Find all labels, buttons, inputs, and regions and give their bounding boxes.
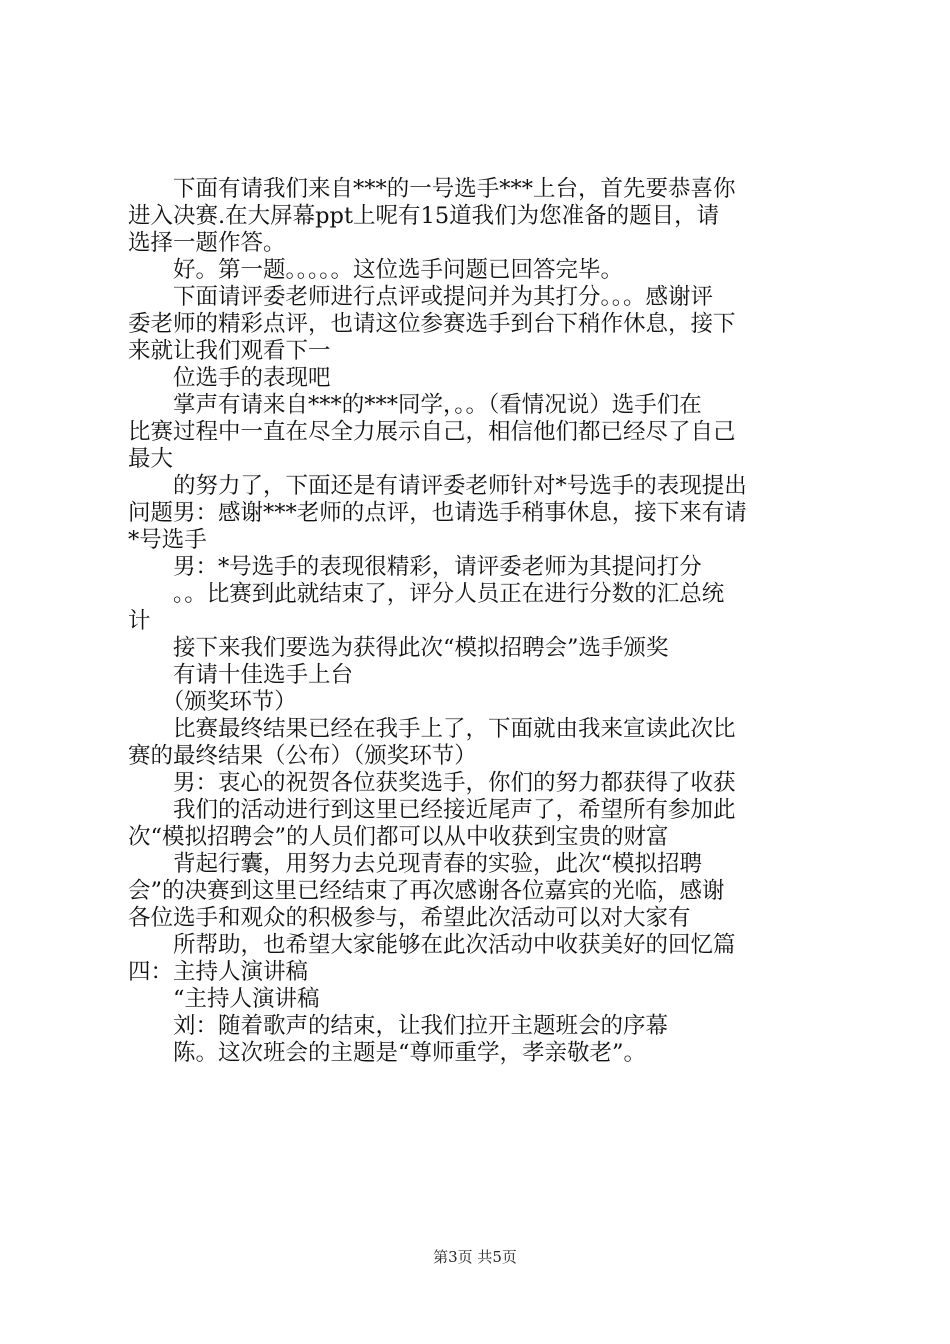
text-line: 陈。这次班会的主题是“尊师重学，孝亲敬老”。 <box>128 1040 647 1066</box>
text-line: 比赛过程中一直在尽全力展示自己，相信他们都已经尽了自己 <box>128 419 736 445</box>
text-line: 下面请评委老师进行点评或提问并为其打分。。。感谢评 <box>128 284 714 310</box>
text-line: 男：衷心的祝贺各位获奖选手，你们的努力都获得了收获 <box>128 770 736 796</box>
text-line: 接下来我们要选为获得此次“模拟招聘会”选手颁奖 <box>128 635 669 661</box>
text-line: “主持人演讲稿 <box>128 986 320 1012</box>
text-line: 次“模拟招聘会”的人员们都可以从中收获到宝贵的财富 <box>128 824 669 850</box>
text-line: 下面有请我们来自***的一号选手***上台，首先要恭喜你 <box>128 176 736 202</box>
page-number-footer: 第3页 共5页 <box>433 1248 517 1266</box>
text-line: 有请十佳选手上台 <box>128 662 354 688</box>
text-line: 计 <box>128 608 151 634</box>
text-line: *号选手 <box>128 527 207 553</box>
text-line: 各位选手和观众的积极参与，希望此次活动可以对大家有 <box>128 905 691 931</box>
text-line: 会”的决赛到这里已经结束了再次感谢各位嘉宾的光临，感谢 <box>128 878 725 904</box>
text-line: 最大 <box>128 446 174 472</box>
text-line: 所帮助，也希望大家能够在此次活动中收获美好的回忆篇 <box>128 932 736 958</box>
text-line: 委老师的精彩点评，也请这位参赛选手到台下稍作休息，接下 <box>128 311 736 337</box>
text-line: 男：*号选手的表现很精彩，请评委老师为其提问打分 <box>128 554 702 580</box>
text-line: 刘：随着歌声的结束，让我们拉开主题班会的序幕 <box>128 1013 669 1039</box>
text-line: 进入决赛.在大屏幕ppt上呢有15道我们为您准备的题目，请 <box>128 203 720 229</box>
text-line: 问题男：感谢***老师的点评，也请选手稍事休息，接下来有请 <box>128 500 747 526</box>
text-line: 背起行囊，用努力去兑现青春的实验，此次“模拟招聘 <box>128 851 703 877</box>
text-line: 掌声有请来自***的***同学，。。（看情况说）选手们在 <box>128 392 702 418</box>
text-line: 赛的最终结果（公布）（颁奖环节） <box>128 743 477 769</box>
text-line: 好。第一题。。。。。这位选手问题已回答完毕。 <box>128 257 624 283</box>
body-text <box>128 176 833 1067</box>
text-line: 选择一题作答。 <box>128 230 286 256</box>
text-line: 的努力了，下面还是有请评委老师针对*号选手的表现提出 <box>128 473 747 499</box>
text-line: （颁奖环节） <box>128 689 297 715</box>
text-line: 四：主持人演讲稿 <box>128 959 309 985</box>
text-line: 比赛最终结果已经在我手上了，下面就由我来宣读此次比 <box>128 716 736 742</box>
text-line: 来就让我们观看下一 <box>128 338 331 364</box>
text-line: 我们的活动进行到这里已经接近尾声了，希望所有参加此 <box>128 797 736 823</box>
text-line: 。。比赛到此就结束了，评分人员正在进行分数的汇总统 <box>128 581 725 607</box>
text-line: 位选手的表现吧 <box>128 365 331 391</box>
